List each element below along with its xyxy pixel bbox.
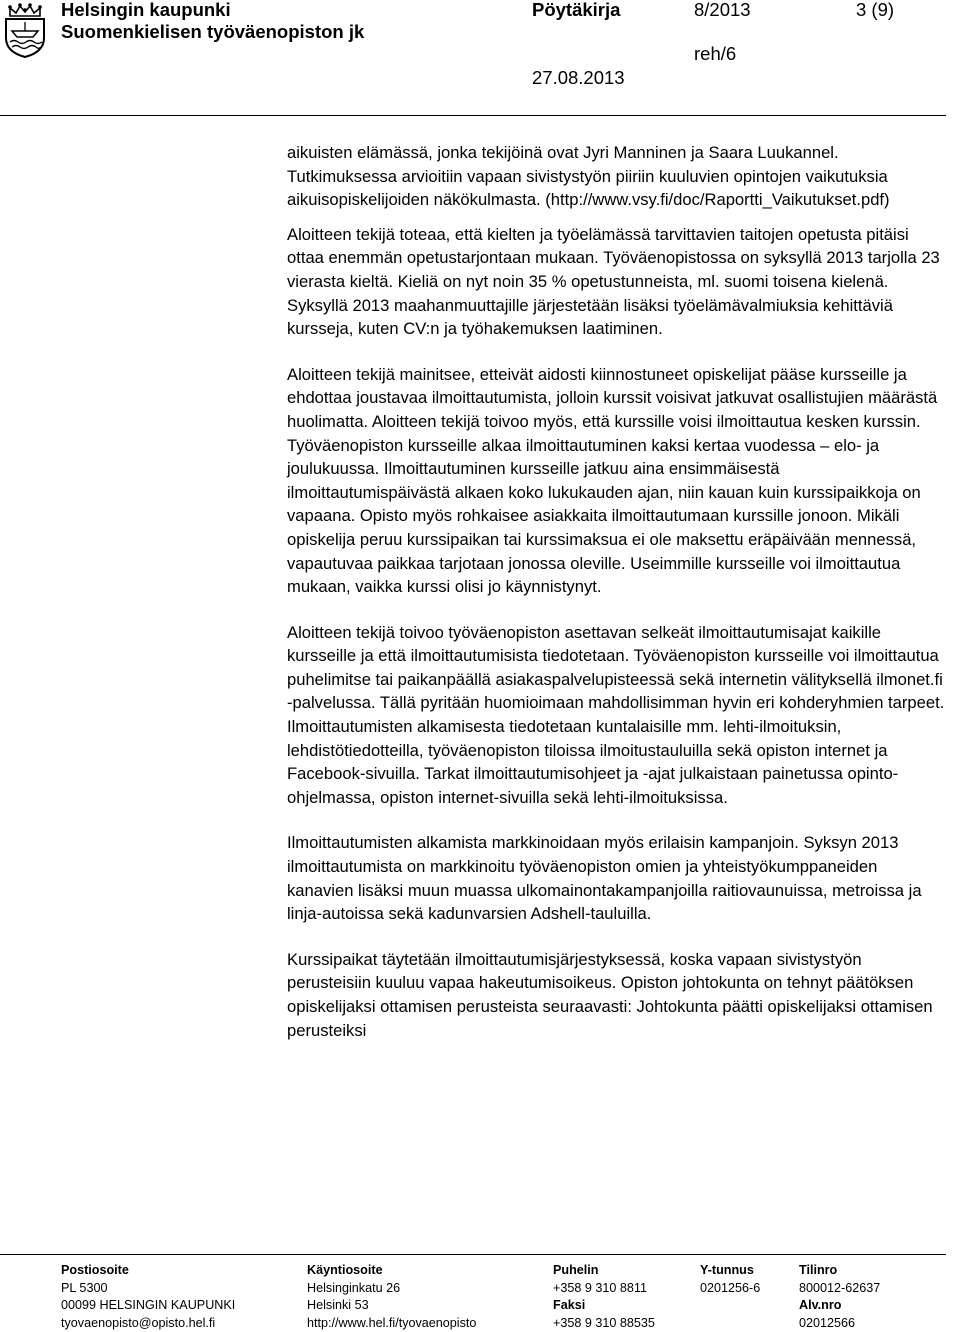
document-number: 8/2013: [694, 0, 751, 20]
unit-name: Suomenkielisen työväenopiston jk: [61, 21, 365, 42]
paragraph: Kurssipaikat täytetään ilmoittautumisjärjestyksessä, koska vapaan sivistystyön perusteisiin kuuluu vapaa hakeutumisoikeus. Opiston johtokunta on tehnyt päätöksen opiskelijaksi ottamisen perusteista seuraavasti: Johtokunta päätti opiskelijaksi ottamisen perusteiksi: [287, 949, 933, 1040]
page-number: 3 (9): [856, 0, 895, 20]
meeting-date: 27.08.2013: [532, 67, 625, 88]
paragraph: aikuisten elämässä, jonka tekijöinä ovat Jyri Manninen ja Saara Luukannel. Tutkimuksessa arvioitiin vapaan sivistystyön piiriin kuuluvien opintojen vaikutuksia aikuisopiskelijoiden näkökulmasta. (http://www.vsy.fi/doc/Raportti_Vaikutukset.pdf): [287, 143, 890, 210]
paragraph: Aloitteen tekijä toivoo työväenopiston asettavan selkeät ilmoittautumisajat kaikille kursseille ja että ilmoittautumisista tiedotetaan. Työväenopiston kursseille voi ilmoittautua puhelimitse tai paikanpäällä asiakaspalvelupisteessä sekä internetin välityksellä ilmonet.fi -palvelussa. Tällä pyritään huomioimaan mahdollisimman hyvin eri kohderyhmien tarpeet. Ilmoittautumisten alkamisesta tiedotetaan kuntalaisille mm. lehti-ilmoituksin, lehdistötiedotteilla, työväenopiston tiloissa ilmoitustauluilla sekä opiston internet ja Facebook-sivuilla. Tarkat ilmoittautumisohjeet ja -ajat julkaistaan painetussa opinto-ohjelmassa, opiston internet-sivuilla sekä lehti-ilmoituksissa.: [287, 622, 945, 807]
helsinki-coat-of-arms-logo: [2, 2, 48, 58]
footer-account: Tilinro 800012-62637 Alv.nro 02012566: [799, 1263, 881, 1330]
header-divider: [0, 115, 946, 116]
footer-visiting-address: Käyntiosoite Helsinginkatu 26 Helsinki 53 http://www.hel.fi/tyovaenopisto: [307, 1262, 476, 1332]
footer-postal-address: Postiosoite PL 5300 00099 HELSINGIN KAUPUNKI tyovaenopisto@opisto.hel.fi: [61, 1262, 235, 1332]
paragraph: Aloitteen tekijä mainitsee, etteivät aidosti kiinnostuneet opiskelijat pääse kursseille ja ehdottaa joustavaa ilmoittautumista, jolloin kurssit voisivat jatkuvat osallistujien määrästä huolimatta. Aloitteen tekijä toivoo myös, että kurssille voisi ilmoittautua kesken kurssin. Työväenopiston kursseille alkaa ilmoittautuminen kaksi kertaa vuodessa – elo- ja joulukuussa. Ilmoittautuminen kursseille jatkuu aina ensimmäisestä ilmoittautumispäivästä alkaen koko lukukauden ajan, niin kauan kuin kurssipaikkoja on vapaana. Opisto myös rohkaisee asiakkaita ilmoittautumaan kurssille jonoon. Mikäli opiskelija peruu kurssipaikan tai kurssimaksua ei ole maksettu eräpäivään mennessä, vapautuvaa paikkaa tarjotaan jonossa oleville. Useimmille kursseille voi ilmoittautua mukaan, vaikka kurssi olisi jo käynnistynyt.: [287, 364, 938, 597]
footer-website: http://www.hel.fi/tyovaenopisto: [307, 1315, 477, 1330]
footer-phone: Puhelin +358 9 310 8811 Faksi +358 9 310 88535: [553, 1263, 655, 1330]
section-code: reh/6: [694, 43, 737, 64]
paragraph: Ilmoittautumisten alkamista markkinoidaan myös erilaisin kampanjoin. Syksyn 2013 ilmoittautumista on markkinoitu työväenopiston omien ja yhteistyökumppaneiden kanavien lisäksi muun muassa ulkomainontakampanjoilla raitiovaunuissa, metroissa ja linja-autoissa sekä kadunvarsien Adshell-tauluilla.: [287, 833, 922, 924]
footer-divider: [0, 1254, 946, 1255]
organization-name: Helsingin kaupunki: [61, 0, 231, 20]
document-type: Pöytäkirja: [532, 0, 621, 20]
footer-business-id: Y-tunnus 0201256-6: [700, 1263, 761, 1295]
footer-email: tyovaenopisto@opisto.hel.fi: [61, 1315, 216, 1330]
paragraph: Aloitteen tekijä toteaa, että kielten ja työelämässä tarvittavien taitojen opetusta pitäisi ottaa enemmän opetustarjontaan mukaan. Työväenopistossa on syksyllä 2013 tarjolla 23 vierasta kieltä. Kieliä on nyt noin 35 % opetustunneista, ml. suomi toisena kielenä. Syksyllä 2013 maahanmuuttajille järjestetään lisäksi työelämävalmiuksia kehittäviä kursseja, kuten CV:n ja työhakemuksen laatiminen.: [287, 224, 940, 339]
document-body: [287, 141, 947, 1064]
